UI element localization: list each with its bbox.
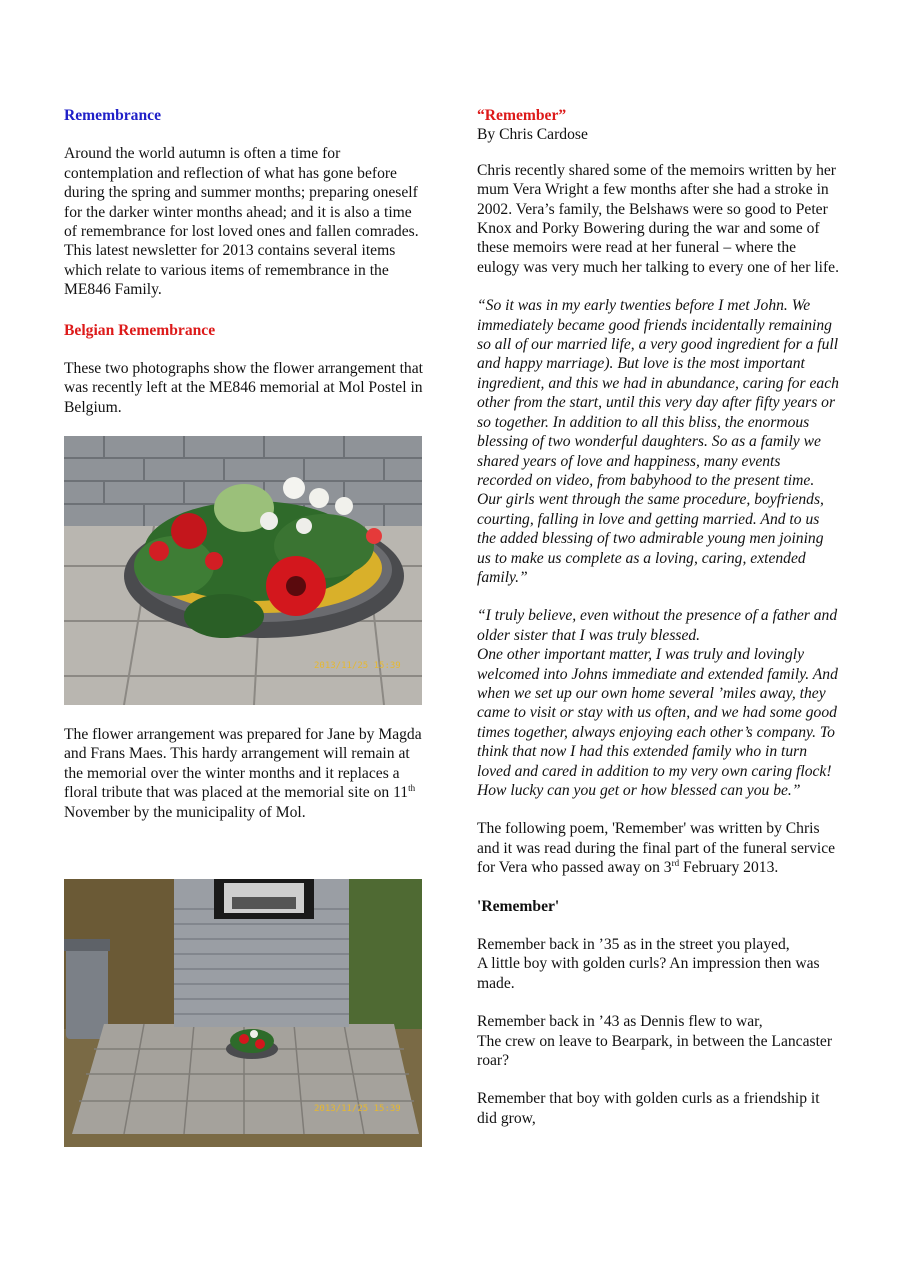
left-column xyxy=(64,106,426,417)
poem-line: Remember that boy with golden curls as a friendship it did grow, xyxy=(477,1090,820,1127)
poem-intro-text-b: February 2013. xyxy=(679,859,779,877)
caption-superscript: th xyxy=(408,783,416,794)
poem-title: 'Remember' xyxy=(477,897,560,915)
poem-intro-superscript: rd xyxy=(671,858,680,869)
article-title-remember: “Remember” xyxy=(477,107,567,124)
memorial-photo xyxy=(64,879,422,1147)
poem-stanza-2 xyxy=(477,1012,839,1070)
caption-text-a: The flower arrangement was prepared for Jane by Magda and Frans Maes. This hardy arrangement will remain at the memorial over the winter months and it replaces a floral tribute that was placed at the memorial site on 11 xyxy=(64,726,422,802)
intro-paragraph: Around the world autumn is often a time for contemplation and reflection of what has gone before during the spring and summer months; preparing oneself for the darker winter months ahead; and it is also a time of remembrance for lost loved ones and fallen comrades. This latest newsletter for 2013 contains several items which relate to various items of remembrance in the ME846 Family. xyxy=(64,145,419,299)
article-byline: By Chris Cardose xyxy=(477,126,588,144)
belgian-paragraph: These two photographs show the flower arrangement that was recently left at the ME846 memorial at Mol Postel in Belgium. xyxy=(64,360,423,416)
memoir-quote-2a: “I truly believe, even without the presence of a father and older sister that I was truly blessed. xyxy=(477,607,838,644)
caption-paragraph xyxy=(64,725,426,822)
flower-arrangement-photo xyxy=(64,436,422,705)
poem-stanza-1 xyxy=(477,935,839,993)
memoir-quote-1: “So it was in my early twenties before I met John. We immediately became good friends incidentally remaining so all of our married life, a very good ingredient for a full and happy marriage). But love is the most important ingredient, and this we had in abundance, caring for each other from the start, until this very day after fifty years or so together. In addition to all this bliss, the enormous blessing of two wonderful daughters. So as a family we shared years of love and happiness, many events recorded on video, from babyhood to the present time. Our girls went through the same procedure, boyfriends, courting, falling in love and getting married. And to us the added blessing of two admirable young men joining us to make us complete as a loving, caring, extended family.” xyxy=(477,297,839,586)
poem-stanza-3 xyxy=(477,1089,839,1128)
section-title-remembrance: Remembrance xyxy=(64,107,161,124)
poem-line: Remember back in ’35 as in the street you played, xyxy=(477,936,790,954)
poem-line: The crew on leave to Bearpark, in between the Lancaster roar? xyxy=(477,1032,833,1070)
memoir-quote-2b: One other important matter, I was truly and lovingly welcomed into Johns immediate and extended family. And when we set up our own home several ’miles away, they came to visit or stay with us often, and we had some good times together, always enjoying each other’s company. To think that now I had this extended family who in turn loved and cared in addition to my very own caring flock! How lucky can you get or how blessed can you be.” xyxy=(477,646,838,799)
poem-line: Remember back in ’43 as Dennis flew to war, xyxy=(477,1013,763,1031)
photo-date-stamp: 2013/11/25 15:39 xyxy=(314,661,401,671)
section-title-belgian-remembrance: Belgian Remembrance xyxy=(64,321,216,339)
flower-caption xyxy=(64,725,426,822)
poem-intro-paragraph xyxy=(477,819,839,877)
caption-text-b: November by the municipality of Mol. xyxy=(64,803,306,821)
right-column xyxy=(477,106,839,1128)
photo-date-stamp-2: 2013/11/25 15:39 xyxy=(314,1104,401,1114)
poem-intro-text-a: The following poem, 'Remember' was written by Chris and it was read during the final part of the funeral service for Vera who passed away on 3 xyxy=(477,820,836,877)
poem-line: A little boy with golden curls? An impression then was made. xyxy=(477,955,820,992)
memoir-intro-paragraph: Chris recently shared some of the memoirs written by her mum Vera Wright a few months after she had a stroke in 2002. Vera’s family, the Belshaws were so good to Peter Knox and Porky Bowering during the war and some of these memoirs were read at her funeral – where the eulogy was very much her talking to every one of her life. xyxy=(477,161,839,276)
